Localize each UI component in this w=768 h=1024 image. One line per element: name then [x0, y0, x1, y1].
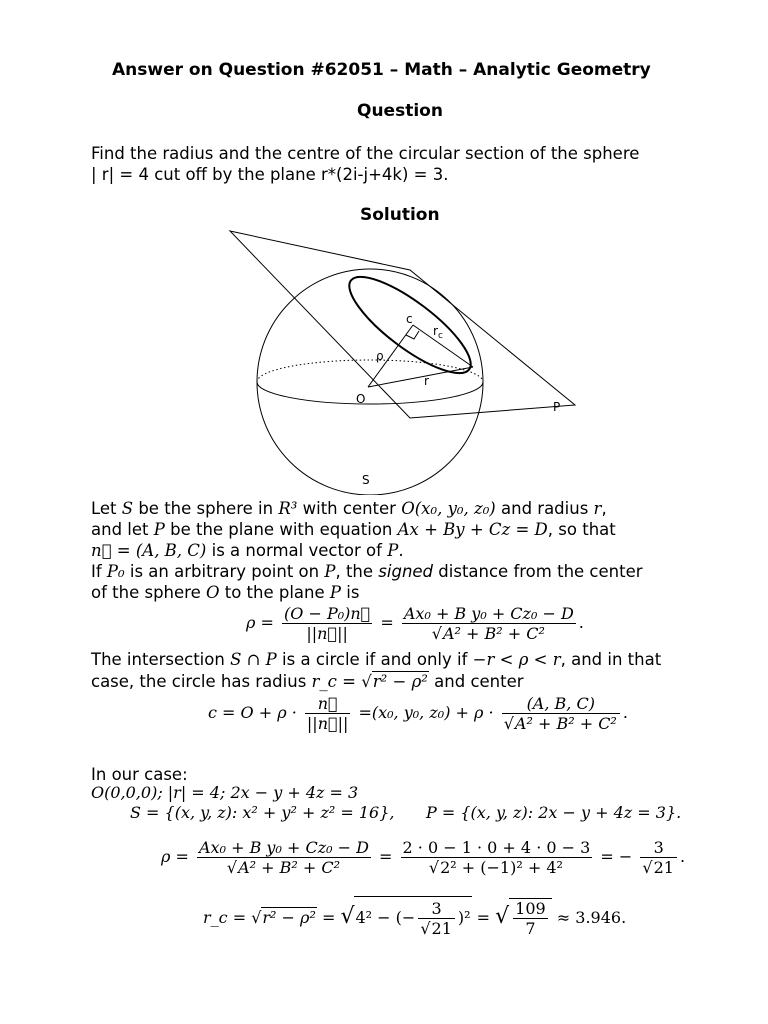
- para1-line-4: If P₀ is an arbitrary point on P, the signed distance from the center: [91, 562, 643, 581]
- sphere-outline: [257, 269, 483, 495]
- para1-line-5: of the sphere O to the plane P is: [91, 583, 360, 602]
- case-line-1: O(0,0,0); |r| = 4; 2x − y + 4z = 3: [91, 783, 359, 802]
- equation-rho: ρ = $\frac{\text{(O − P₀)n⃗}}{||n⃗||}$ = $\frac{\text{Ax₀ + B y₀ + Cz₀ − D}}{\text{√A² + B² + C²}}$ .: [246, 604, 584, 643]
- r-line: [368, 367, 473, 387]
- rho-line: [368, 325, 413, 387]
- equator-front: [257, 382, 483, 404]
- question-line-2: | r| = 4 cut off by the plane r*(2i-j+4k) = 3.: [91, 165, 449, 184]
- equation-rc: r_c = √r² − ρ² = √4² − (− $\frac{3}{√21}$ )² = √ $\frac{109}{7}$ ≈ 3.946.: [203, 896, 626, 938]
- para1-line-2: and let P be the plane with equation Ax + By + Cz = D, so that: [91, 520, 616, 539]
- question-heading: Question: [357, 101, 443, 121]
- label-O: O: [356, 392, 366, 406]
- case-heading: In our case:: [91, 765, 188, 784]
- label-rc: $r_c$: [433, 324, 443, 341]
- question-line-1: Find the radius and the centre of the circular section of the sphere: [91, 144, 640, 163]
- solution-heading: Solution: [360, 205, 440, 225]
- case-line-2-sphere: S = {(x, y, z): x² + y² + z² = 16},: [130, 803, 395, 822]
- plane-outline: [230, 231, 575, 418]
- label-r: r: [424, 374, 429, 388]
- para1-line-3: n⃗ = (A, B, C) is a normal vector of P.: [91, 541, 404, 560]
- equation-center: c = O + ρ · $\frac{n⃗}{||n⃗||}$ =(x₀, y₀, z₀) + ρ · $\frac{(A, B, C)}{\text{√A² + B² + C²}}$ .: [208, 694, 628, 733]
- case-line-2-plane: P = {(x, y, z): 2x − y + 4z = 3}.: [426, 803, 682, 822]
- para2-line-2: case, the circle has radius r_c = √r² − ρ² and center: [91, 672, 524, 691]
- label-P: P: [553, 400, 561, 414]
- equation-rho-numeric: ρ = $\frac{\text{Ax₀ + B y₀ + Cz₀ − D}}{\text{√A² + B² + C²}}$ = $\frac{2 \cdot 0 - 1 \cdot 0 + 4 \cdot 0 - 3}{\text{√2² + (−1)² + 4²}}$ = − $\frac{3}{√21}$ .: [161, 838, 686, 877]
- page-title: Answer on Question #62051 – Math – Analytic Geometry: [112, 60, 651, 80]
- label-c: c: [406, 312, 413, 326]
- sphere-plane-figure: [220, 225, 590, 495]
- label-rho: ρ: [376, 349, 384, 363]
- label-S: S: [362, 473, 370, 487]
- para1-line-1: Let S be the sphere in R³ with center O(x₀, y₀, z₀) and radius r,: [91, 499, 607, 518]
- para2-line-1: The intersection S ∩ P is a circle if and only if −r < ρ < r, and in that: [91, 650, 662, 669]
